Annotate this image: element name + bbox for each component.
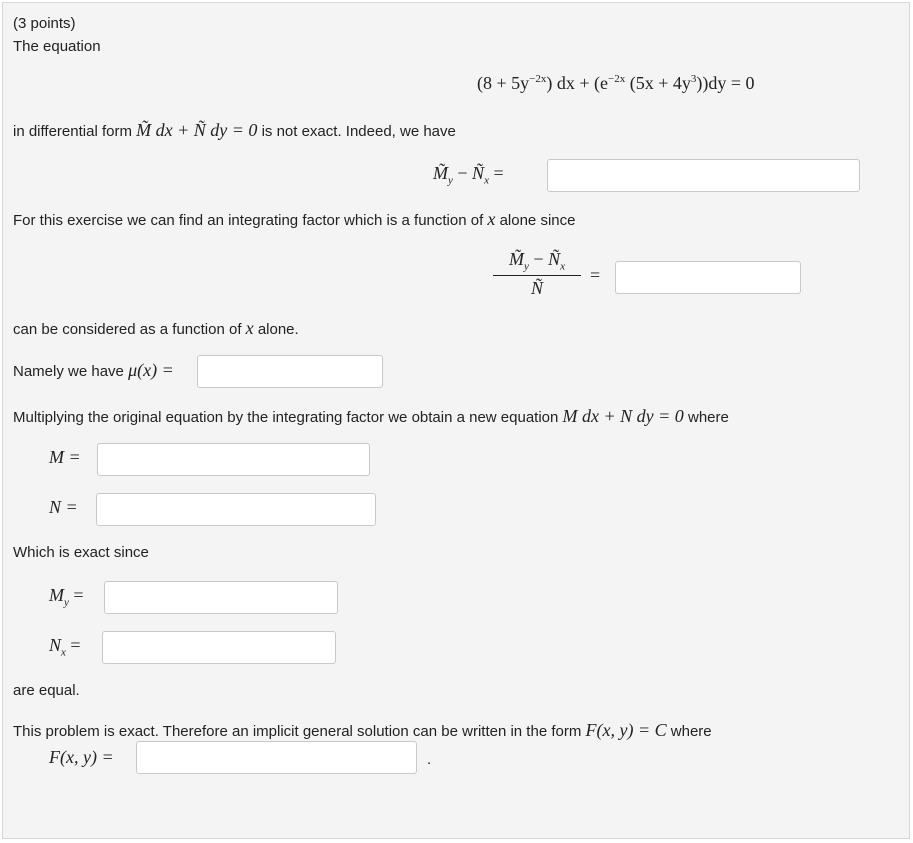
eq-paren: (5x + 4y xyxy=(625,73,691,93)
mu-line xyxy=(13,360,174,381)
line3-pre: can be considered as a function of xyxy=(13,321,246,338)
eq-open: (8 + 5y xyxy=(477,73,530,93)
question-panel xyxy=(2,2,910,839)
nx-sub: x xyxy=(61,646,66,659)
diff-sub-m: y xyxy=(448,174,453,187)
my-letter: M xyxy=(49,585,64,605)
line1-pre: in differential form xyxy=(13,123,137,140)
line2-var: x xyxy=(487,209,496,229)
line2-post: alone since xyxy=(495,212,576,229)
line1-post: is not exact. Indeed, we have xyxy=(257,123,456,140)
are-equal-text: are equal. xyxy=(13,682,80,699)
n-input[interactable] xyxy=(96,493,376,526)
eq-mid: ) dx + (e xyxy=(546,73,609,93)
nx-letter: N xyxy=(49,635,62,655)
mu-label: μ(x) = xyxy=(128,360,174,380)
diff-minus: − xyxy=(452,163,473,183)
frac-sub-n: x xyxy=(560,260,565,273)
my-eq: = xyxy=(68,585,84,605)
eq-close: ))dy = 0 xyxy=(696,73,755,93)
points-label: (3 points) xyxy=(13,15,76,32)
final-math: F(x, y) = C xyxy=(585,720,667,740)
m-label: M = xyxy=(49,447,81,467)
line3-post: alone. xyxy=(253,321,299,338)
intro-text: The equation xyxy=(13,38,101,55)
nx-eq: = xyxy=(65,635,81,655)
function-of-x-line xyxy=(13,318,299,339)
my-minus-nx-input[interactable] xyxy=(547,159,860,192)
eq-exp1: −2x xyxy=(529,73,547,85)
eq-exp3: 3 xyxy=(690,73,697,85)
diff-eq: = xyxy=(488,163,504,183)
fraction-denominator: Ñ xyxy=(530,277,543,298)
line3-var: x xyxy=(245,318,254,338)
nx-input[interactable] xyxy=(102,631,336,664)
my-sub: y xyxy=(64,596,69,609)
line5-post: where xyxy=(683,409,729,426)
final-pre: This problem is exact. Therefore an implicit general solution can be written in the form xyxy=(13,723,586,740)
new-equation-line xyxy=(13,406,729,427)
frac-minus: − xyxy=(528,249,549,269)
frac-num-n: Ñ xyxy=(548,249,561,269)
fraction-equals: = xyxy=(590,265,601,285)
frac-num-m: M̃ xyxy=(509,249,525,269)
my-label xyxy=(49,585,84,609)
n-label: N = xyxy=(49,497,78,517)
diff-n: Ñ xyxy=(472,163,485,183)
f-input[interactable] xyxy=(136,741,417,774)
my-minus-nx-label xyxy=(433,163,504,187)
final-post: where xyxy=(666,723,712,740)
frac-sub-m: y xyxy=(524,260,529,273)
my-input[interactable] xyxy=(104,581,338,614)
line4-pre: Namely we have xyxy=(13,363,129,380)
fraction-numerator xyxy=(493,249,581,273)
line1-math: M̃ dx + Ñ dy = 0 xyxy=(136,120,258,140)
final-period: . xyxy=(427,751,432,768)
nx-label xyxy=(49,635,81,659)
differential-form-line xyxy=(13,120,456,141)
line2-pre: For this exercise we can find an integrating factor which is a function of xyxy=(13,212,488,229)
eq-exp2: −2x xyxy=(608,73,626,85)
line5-math: M dx + N dy = 0 xyxy=(562,406,684,426)
diff-sub-n: x xyxy=(484,174,489,187)
line5-pre: Multiplying the original equation by the integrating factor we obtain a new equation xyxy=(13,409,563,426)
integrating-factor-line xyxy=(13,209,575,230)
mu-input[interactable] xyxy=(197,355,383,388)
f-label: F(x, y) = xyxy=(49,747,114,767)
implicit-solution-line xyxy=(13,720,712,741)
ratio-fraction xyxy=(493,249,581,299)
m-input[interactable] xyxy=(97,443,370,476)
exact-since-text: Which is exact since xyxy=(13,544,149,561)
main-equation xyxy=(477,73,755,94)
diff-m: M̃ xyxy=(433,163,448,183)
ratio-input[interactable] xyxy=(615,261,801,294)
fraction-bar xyxy=(493,275,581,276)
